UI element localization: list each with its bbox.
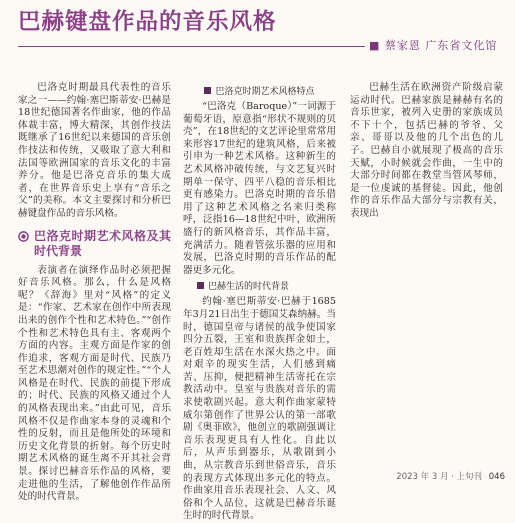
- subheading-bach-era: [183, 281, 336, 293]
- subheading-text: 巴赫生活的时代背景: [208, 282, 290, 293]
- page-footer: [396, 470, 505, 484]
- author-byline: ■ 蔡家恩 广东省文化馆: [369, 39, 498, 52]
- circle-bullet-icon: [18, 231, 29, 242]
- article-title: 巴赫键盘作品的音乐风格: [18, 9, 277, 35]
- subheading-text: 巴洛克时期艺术风格特点: [215, 87, 315, 97]
- issue-label: 2023 年 3 月 · 上旬刊: [396, 472, 483, 482]
- subheading-baroque-style: [183, 86, 336, 98]
- body-paragraph-2: “巴洛克（Baroque）”一词源于葡萄牙语，原意指“形状不规则的贝壳”，在18世纪的文艺评论里常常用来形容17世纪的建筑风格，后来被引申为一种艺术风格。这种新生的艺术风格冲破传统，与文艺复兴时期单一保守、四平八稳的音乐相比更有感染力。巴洛克时期的音乐借用了这种艺术风格之名来归类称呼，泛指16—18世纪中叶，欧洲所盛行的新风格音乐，其作品丰富，充满活力。随着管弦乐器的应用和发展，巴洛克时期的音乐作品的配器更多元化。: [183, 101, 336, 276]
- square-bullet-icon: [204, 87, 211, 94]
- section-heading: [18, 229, 171, 259]
- column-3: [350, 82, 503, 478]
- page-number: 046: [488, 472, 505, 482]
- square-bullet-icon: [197, 282, 204, 289]
- column-1: [18, 82, 171, 503]
- body-paragraph-1: 表演者在演绎作品时必须把握好音乐风格。那么，什么是风格呢？《辞海》里对“风格”的定义是：“作家、艺术家在创作中所表现出来的创作个性和艺术特色。”“创作个性和艺术特色具有主、客观两个方面的内容。主观方面是作家的创作追求，客观方面是时代、民族乃至艺术思潮对创作的规定性。”“个人风格是在时代、民族的前提下形成的；时代、民族的风格又通过个人的风格表现出来。”由此可见，音乐风格不仅是作曲家本身的灵魂和个性的反射，而且是他所处的环境和历史文化背景的折射。每个历史时期艺术风格的诞生离不开其社会背景。探讨巴赫音乐作品的风格，要走进他的生活，了解他创作作品所处的时代背景。: [18, 264, 171, 503]
- body-paragraph-3: 约翰·塞巴斯蒂安·巴赫于1685年3月21日出生于德国艾森纳赫。当时，德国皇帝与诸侯的战争使国家四分五裂，王室和贵族挥金如土，老百姓却生活在水深火热之中。面对艰辛的现实生活，人们感到痛苦、压抑，便把精神生活寄托在宗教活动中。皇室与贵族对音乐的需求使歌剧兴起。意大利作曲家蒙特威尔第创作了世界公认的第一部歌剧《奥菲欧》，他创立的歌剧强调让音乐表现更具有人性化。自此以后，从声乐到器乐，从歌剧到小曲，从宗教音乐到世俗音乐，音乐的表现方式体现出多元化的特点。作曲家用音乐表现社会、人文、风俗和个人品位，这就是巴赫音乐诞生时的时代背景。: [183, 296, 336, 522]
- byline-divider: [18, 46, 365, 47]
- intro-paragraph: 巴洛克时期最具代表性的音乐家之一——约翰·塞巴斯蒂安·巴赫是18世纪德国著名作曲家，他的作品体裁丰富，博大精深，其创作技法既继承了16世纪以来德国的音乐创作技法和传统，又吸取了意大利和法国等欧洲国家的音乐文化的丰富养分。他是巴洛克音乐的集大成者，在世界音乐史上享有“音乐之父”的美称。本文主要探讨和分析巴赫键盘作品的音乐风格。: [18, 82, 171, 219]
- column-2: [183, 82, 336, 522]
- body-paragraph-4: 巴赫生活在欧洲资产阶级启蒙运动时代。巴赫家族是赫赫有名的音乐世家，被列入史册的家族成员不下十个，包括巴赫的爷爷、父亲、哥哥以及他的几个出色的儿子。巴赫自小就展现了极高的音乐天赋，小时候就会作曲，一生中的大部分时间都在教堂当管风琴师，是一位虔诚的基督徒。因此，他创作的音乐作品大部分与宗教有关，表现出: [350, 82, 503, 219]
- section-heading-text: 巴洛克时期艺术风格及其时代背景: [34, 228, 171, 258]
